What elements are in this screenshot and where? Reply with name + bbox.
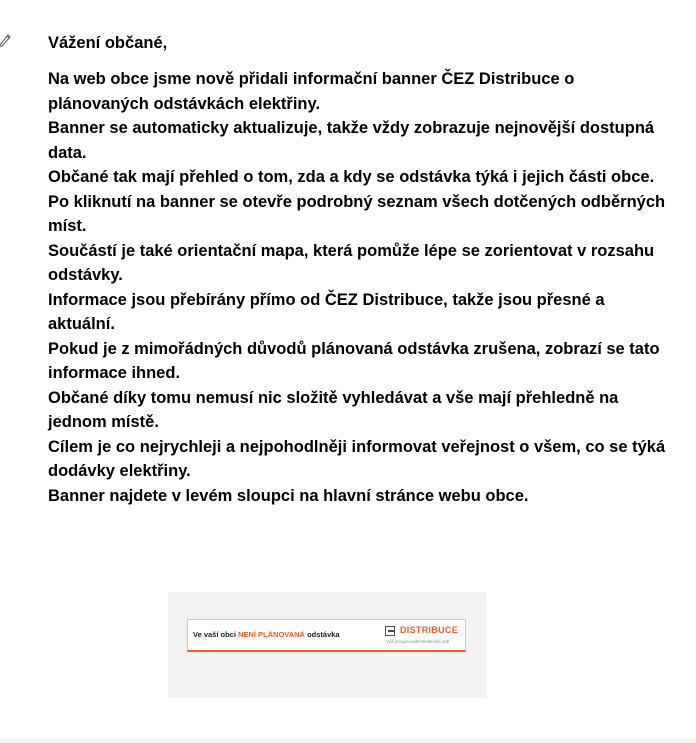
cez-mark-icon: [385, 626, 395, 636]
distribuce-logo: [385, 624, 465, 648]
paragraph-9: Cílem je co nejrychleji a nejpohodlněji informovat veřejnost o všem, co se týká dodávky elektřiny.: [48, 437, 666, 480]
banner-text-highlight: NENÍ PLÁNOVANÁ: [238, 630, 305, 639]
paragraph-5: Součástí je také orientační mapa, která pomůže lépe se zorientovat v rozsahu odstávky.: [48, 241, 655, 284]
greeting: Vážení občané,: [48, 34, 168, 52]
pencil-edit-icon: [0, 32, 12, 48]
bottom-strip: [0, 738, 696, 743]
paragraph-3: Občané tak mají přehled o tom, zda a kdy se odstávka týká i jejich části obce.: [48, 168, 655, 186]
brand-name: DISTRIBUCE: [400, 625, 459, 635]
paragraph-1: Na web obce jsme nově přidali informační banner ČEZ Distribuce o plánovaných odstávkách elektřiny.: [48, 70, 575, 113]
paragraph-8: Občané díky tomu nemusí nic složitě vyhledávat a vše mají přehledně na jednom místě.: [48, 388, 619, 431]
banner-preview-box: [168, 592, 487, 698]
banner-text-before: Ve vaší obci: [193, 630, 239, 639]
document-body: [48, 33, 668, 508]
banner-text-after: odstávka: [304, 630, 340, 639]
paragraph-4: Po kliknutí na banner se otevře podrobný seznam všech dotčených odběrných míst.: [48, 192, 666, 235]
banner-text: [193, 630, 340, 639]
paragraph-2: Banner se automaticky aktualizuje, takže vždy zobrazuje nejnovější dostupná data.: [48, 119, 655, 162]
outage-banner[interactable]: [187, 619, 466, 652]
paragraph-6: Informace jsou přebírány přímo od ČEZ Distribuce, takže jsou přesné a aktuální.: [48, 290, 605, 333]
paragraph-7: Pokud je z mimořádných důvodů plánovaná odstávka zrušena, zobrazí se tato informace ihned.: [48, 339, 660, 382]
paragraph-10: Banner najdete v levém sloupci na hlavní stránce webu obce.: [48, 486, 529, 505]
brand-tagline: Váš provozovatel elektrické sítě: [386, 639, 450, 644]
